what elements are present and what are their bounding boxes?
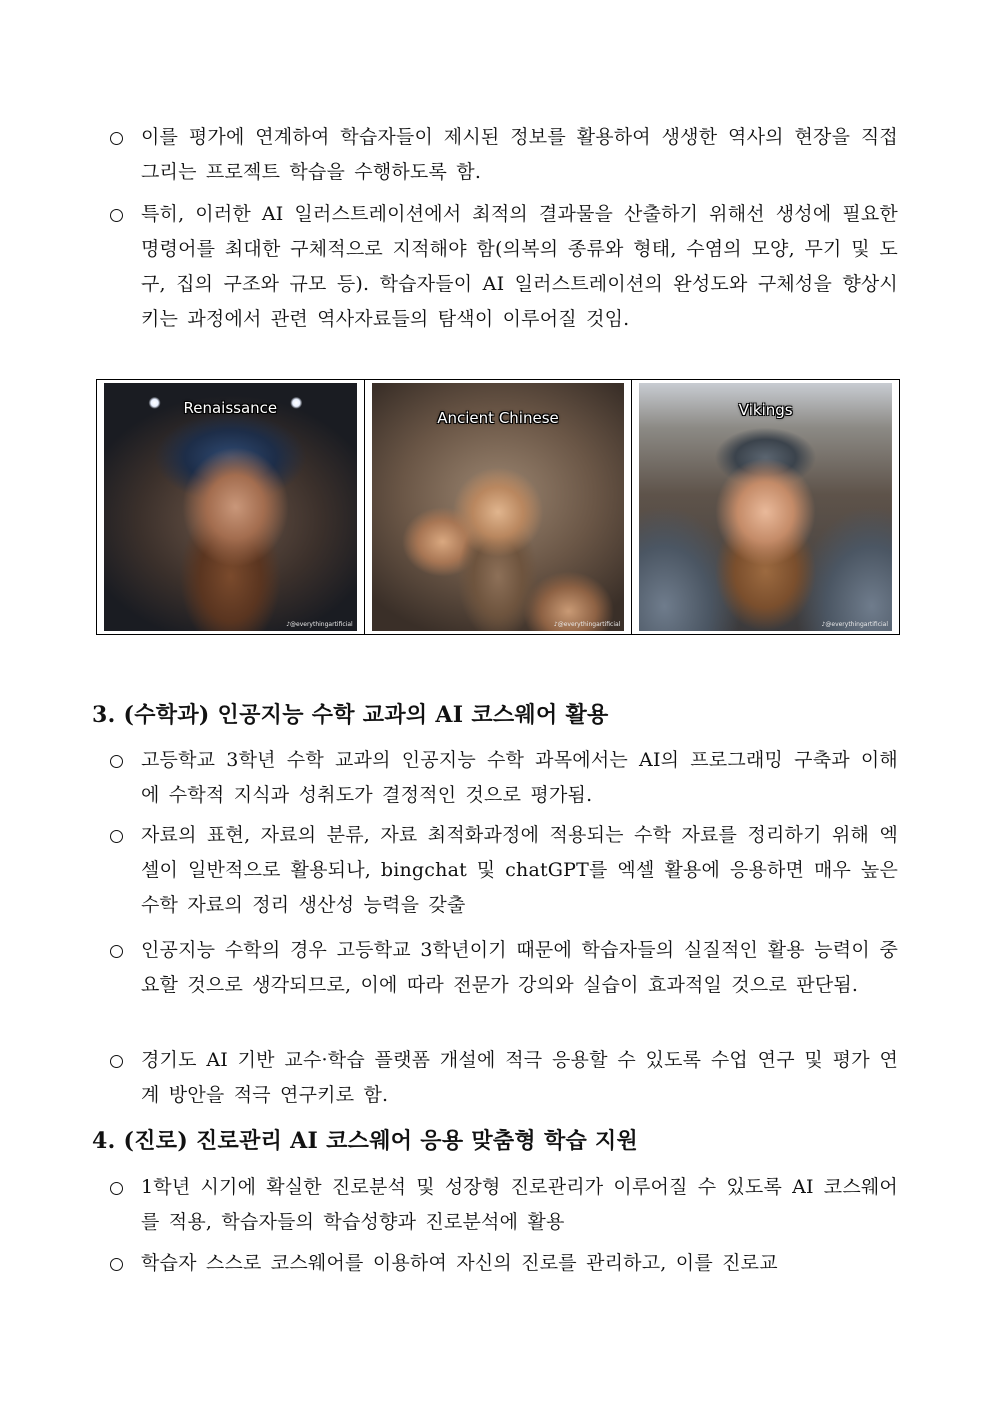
bullet-excel-chatgpt — [108, 818, 898, 923]
renaissance-selfie-image — [104, 383, 357, 631]
image-cell-vikings — [632, 380, 899, 634]
bullet-expert-lectures — [108, 933, 898, 1003]
vikings-selfie-image — [639, 383, 892, 631]
bullet-text: 1학년 시기에 확실한 진로분석 및 성장형 진로관리가 이루어질 수 있도록 AI 코스웨어를 적용, 학습자들의 학습성향과 진로분석에 활용 — [141, 1176, 898, 1233]
image-watermark: ♪@everythingartificial — [553, 621, 621, 628]
image-watermark: ♪@everythingartificial — [286, 621, 353, 628]
bullet-gyeonggi-platform — [108, 1043, 898, 1113]
circle-bullet-icon — [108, 197, 130, 234]
bullet-ai-math-course — [108, 743, 898, 813]
image-cell-renaissance — [97, 380, 365, 634]
section-4-heading: 4. (진로) 진로관리 AI 코스웨어 응용 맞춤형 학습 지원 — [92, 1128, 639, 1154]
image-watermark: ♪@everythingartificial — [821, 621, 889, 628]
circle-bullet-icon — [108, 120, 130, 157]
image-caption: Renaissance — [183, 399, 278, 417]
circle-bullet-icon — [108, 1043, 130, 1080]
bullet-text: 이를 평가에 연계하여 학습자들이 제시된 정보를 활용하여 생생한 역사의 현장을 직접 그리는 프로젝트 학습을 수행하도록 함. — [141, 126, 898, 183]
bullet-ai-illustration-prompts — [108, 197, 898, 337]
bullet-text: 인공지능 수학의 경우 고등학교 3학년이기 때문에 학습자들의 실질적인 활용 능력이 중요할 것으로 생각되므로, 이에 따라 전문가 강의와 실습이 효과적일 것으로 판단됨. — [141, 939, 898, 996]
circle-bullet-icon — [108, 1246, 130, 1283]
bullet-text: 고등학교 3학년 수학 교과의 인공지능 수학 과목에서는 AI의 프로그래밍 구축과 이해에 수학적 지식과 성취도가 결정적인 것으로 평가됨. — [141, 749, 898, 806]
image-caption: Vikings — [738, 401, 793, 419]
circle-bullet-icon — [108, 743, 130, 780]
bullet-project-learning — [108, 120, 898, 190]
bullet-text: 경기도 AI 기반 교수·학습 플랫폼 개설에 적극 응용할 수 있도록 수업 연구 및 평가 연계 방안을 적극 연구키로 함. — [141, 1049, 898, 1106]
circle-bullet-icon — [108, 933, 130, 970]
bullet-text: 학습자 스스로 코스웨어를 이용하여 자신의 진로를 관리하고, 이를 진로교 — [141, 1252, 778, 1274]
ancient-chinese-selfie-image — [372, 383, 625, 631]
image-table — [96, 379, 900, 635]
section-3-heading: 3. (수학과) 인공지능 수학 교과의 AI 코스웨어 활용 — [92, 702, 609, 728]
circle-bullet-icon — [108, 1170, 130, 1207]
bullet-text: 특히, 이러한 AI 일러스트레이션에서 최적의 결과물을 산출하기 위해선 생성에 필요한 명령어를 최대한 구체적으로 지적해야 함(의복의 종류와 형태, 수염의 모양, 무기 및 도구, 집의 구조와 규모 등). 학습자들이 AI 일러스트레이션의 완성도와 구체성을 향상시키는 과정에서 관련 역사자료들의 탐색이 이루어질 것임. — [141, 203, 898, 330]
bullet-career-analysis — [108, 1170, 898, 1240]
image-cell-ancient-chinese — [365, 380, 633, 634]
bullet-self-career-management — [108, 1246, 898, 1281]
image-caption: Ancient Chinese — [437, 409, 559, 427]
circle-bullet-icon — [108, 818, 130, 855]
bullet-text: 자료의 표현, 자료의 분류, 자료 최적화과정에 적용되는 수학 자료를 정리하기 위해 엑셀이 일반적으로 활용되나, bingchat 및 chatGPT를 엑셀 활용에 응용하면 매우 높은 수학 자료의 정리 생산성 능력을 갖출 — [141, 824, 898, 916]
